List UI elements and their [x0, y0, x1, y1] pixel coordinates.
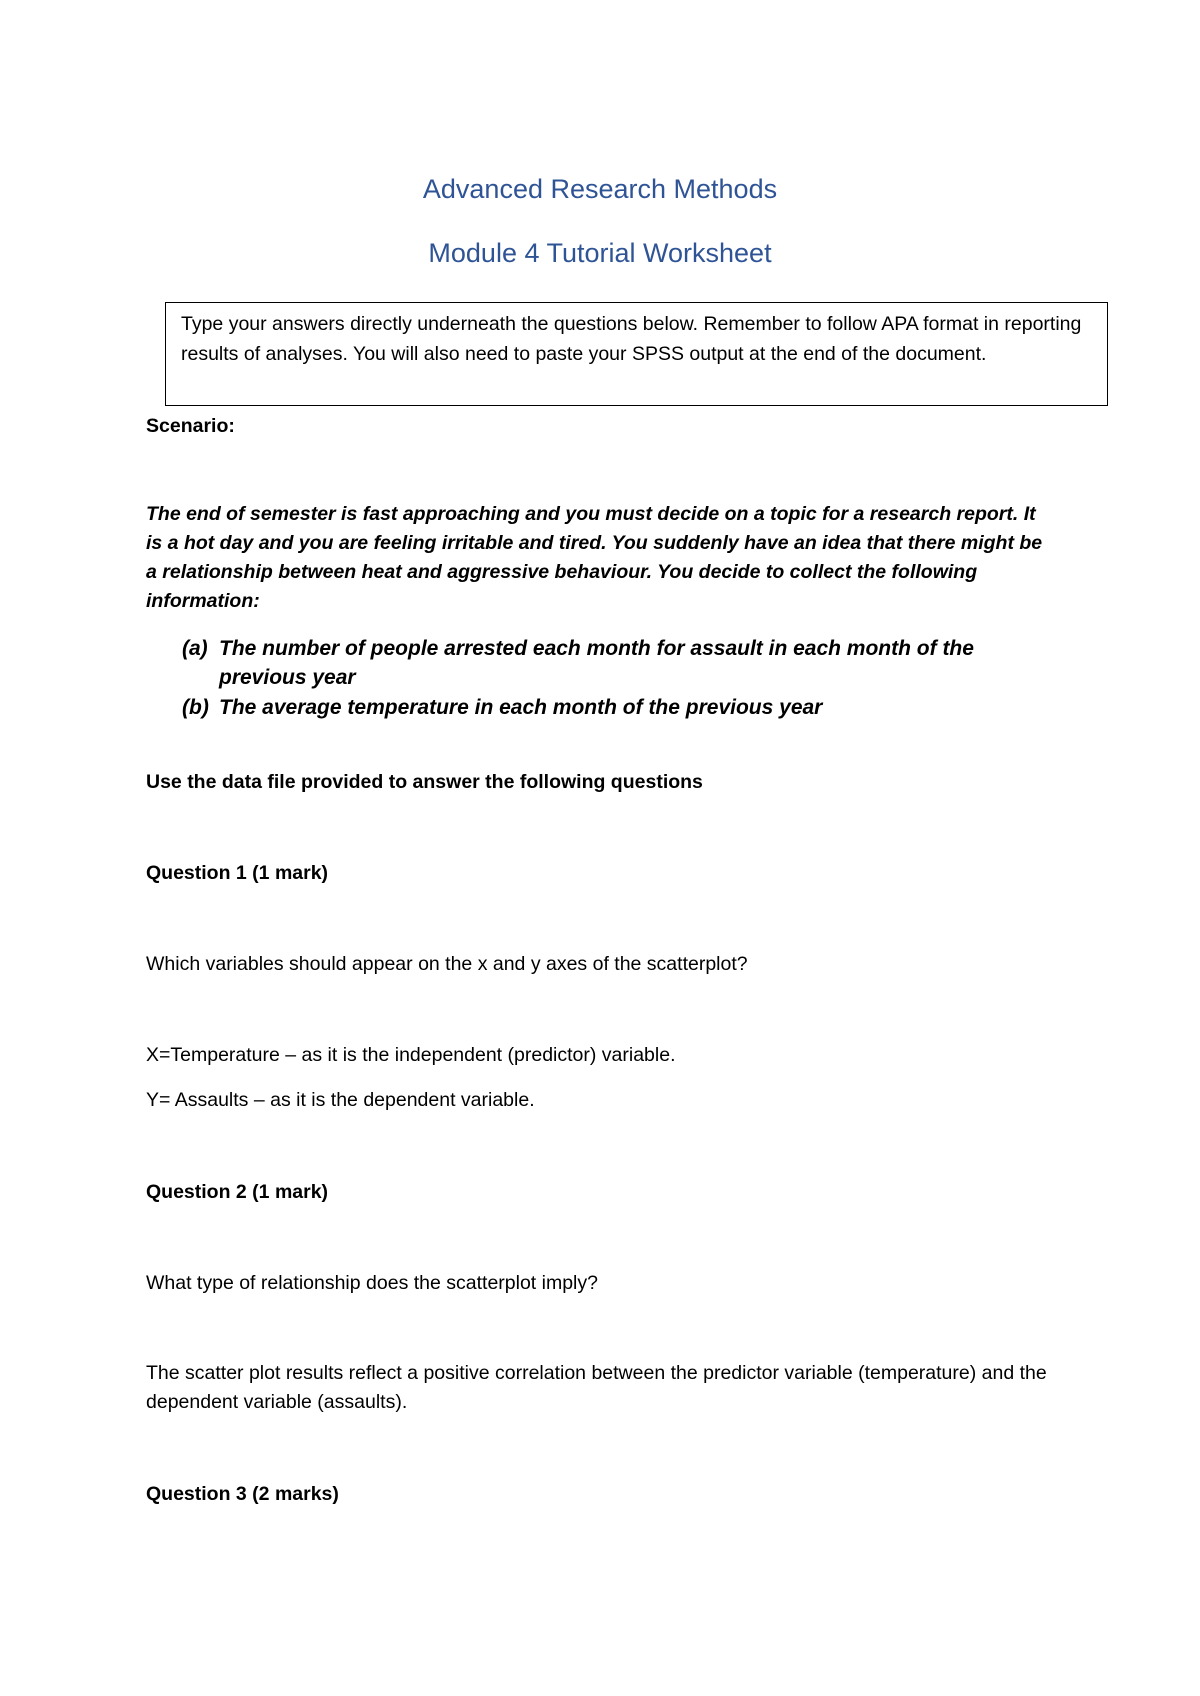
data-instruction: Use the data file provided to answer the following questions — [146, 771, 703, 793]
question-1-answer-x: X=Temperature – as it is the independent (predictor) variable. — [146, 1044, 676, 1066]
list-item-label: (b) — [182, 696, 209, 719]
question-2-prompt: What type of relationship does the scatterplot imply? — [146, 1272, 598, 1294]
instructions-box: Type your answers directly underneath the questions below. Remember to follow APA format in reporting results of analyses. You will also need to paste your SPSS output at the end of the document. — [165, 302, 1108, 406]
list-item-text: The average temperature in each month of the previous year — [219, 696, 823, 719]
question-2-answer: The scatter plot results reflect a positive correlation between the predictor variable (temperature) and the dependent variable (assaults). — [146, 1362, 1047, 1413]
question-2-heading: Question 2 (1 mark) — [146, 1181, 329, 1203]
scenario-text: The end of semester is fast approaching and you must decide on a topic for a research report. It is a hot day and you are feeling irritable and tired. You suddenly have an idea that there might be a relationship between heat and aggressive behaviour. You decide to collect the following information: — [146, 503, 1043, 612]
scenario-heading: Scenario: — [146, 415, 235, 437]
document-subtitle: Module 4 Tutorial Worksheet — [428, 238, 772, 268]
document-title: Advanced Research Methods — [422, 174, 778, 204]
list-item-text: The number of people arrested each month for assault in each month of the previous year — [219, 637, 974, 689]
question-1-answer-y: Y= Assaults – as it is the dependent variable. — [146, 1089, 535, 1111]
list-item-label: (a) — [182, 637, 208, 660]
question-3-heading: Question 3 (2 marks) — [146, 1483, 339, 1505]
question-1-heading: Question 1 (1 mark) — [146, 862, 329, 884]
list-item — [182, 693, 1042, 722]
question-1-prompt: Which variables should appear on the x and y axes of the scatterplot? — [146, 953, 748, 975]
list-item — [182, 634, 1042, 692]
